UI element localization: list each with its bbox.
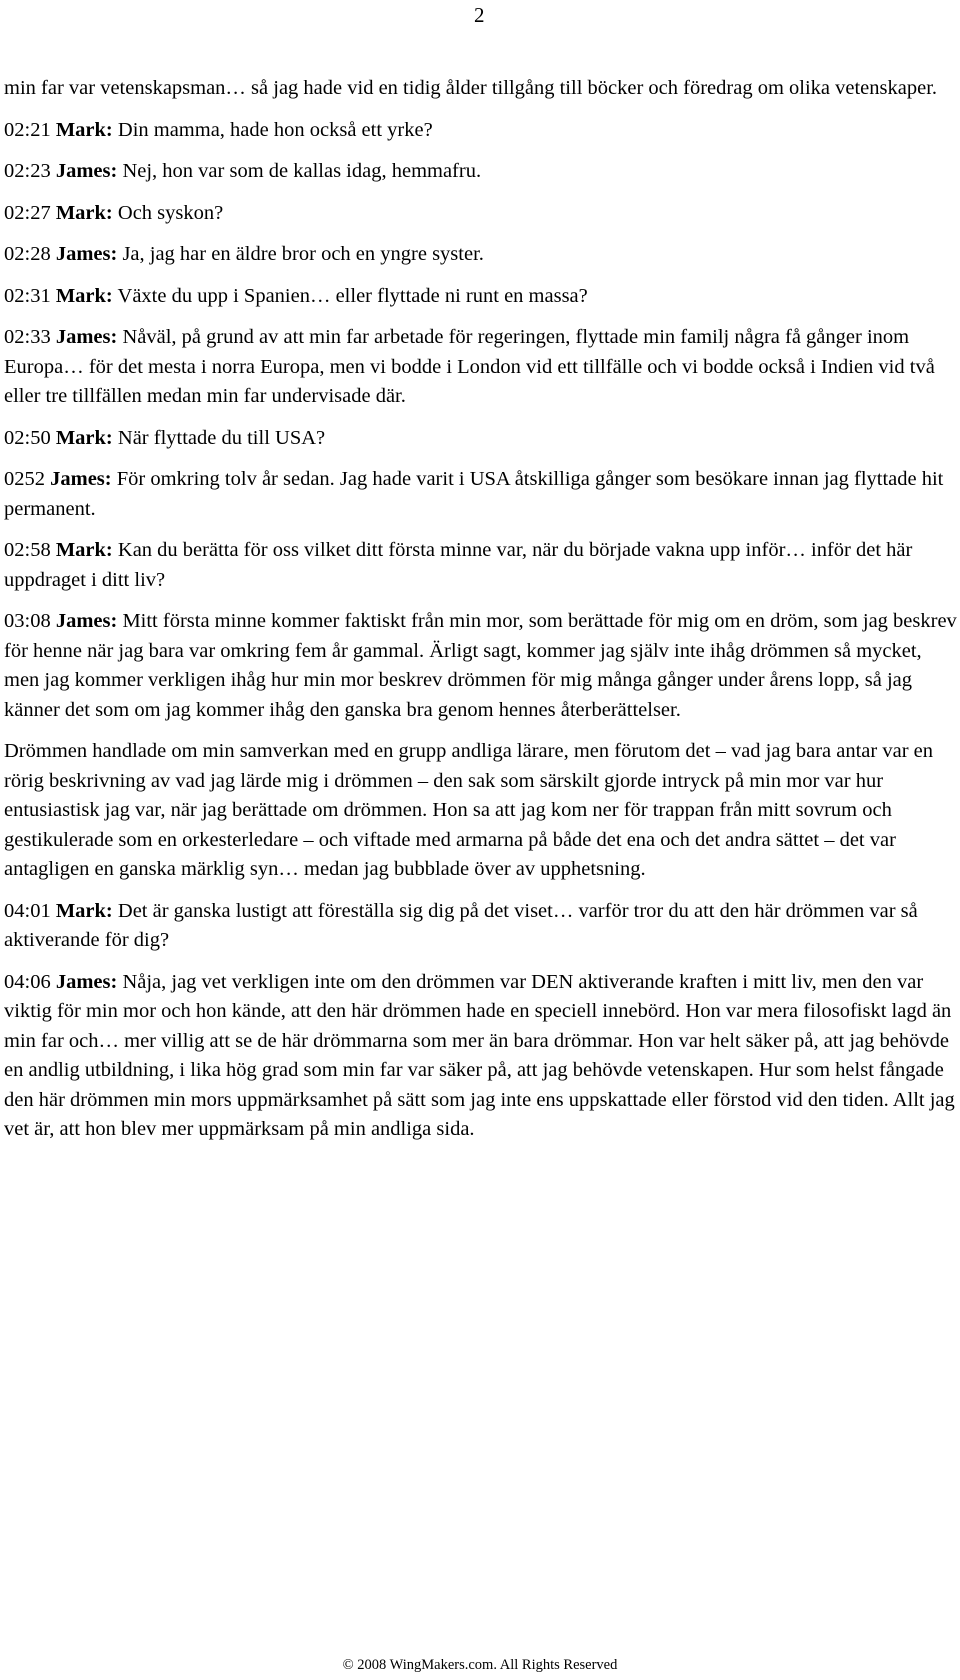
transcript-body — [4, 74, 958, 1157]
speaker-name: Mark: — [55, 118, 113, 141]
timestamp: 02:58 — [4, 539, 56, 561]
paragraph-text: Växte du upp i Spanien… eller flyttade ni runt en massa? — [112, 284, 588, 307]
timestamp: 02:28 — [4, 243, 56, 265]
transcript-paragraph — [4, 74, 958, 104]
transcript-paragraph — [4, 157, 958, 187]
speaker-name: James: — [55, 970, 118, 993]
speaker-name: Mark: — [55, 284, 113, 307]
speaker-name: James: — [55, 243, 118, 265]
transcript-paragraph — [4, 240, 958, 270]
transcript-paragraph — [4, 282, 958, 312]
speaker-name: James: — [55, 326, 118, 348]
timestamp: 02:31 — [4, 284, 56, 307]
paragraph-text: Det är ganska lustigt att föreställa sig dig på det viset… varför tror du att den här drömmen var så aktiverande för dig? — [4, 899, 918, 951]
transcript-paragraph — [4, 968, 958, 1145]
paragraph-text: Drömmen handlade om min samverkan med en grupp andliga lärare, men förutom det – vad jag bara antar var en rörig beskrivning av vad jag lärde mig i drömmen – den sak som särskilt gjorde intryck på min mor var hur entusiastisk jag var, när jag berättade om drömmen. Hon sa att jag kom ner för trappan från mitt sovrum och gestikulerade som en orkesterledare – och viftade med armarna på både det ena och det andra sättet – det var antagligen en ganska märklig syn… medan jag bubblade över av upphetsning. — [4, 740, 933, 880]
timestamp: 02:27 — [4, 201, 56, 224]
paragraph-text: För omkring tolv år sedan. Jag hade varit i USA åtskilliga gånger som besökare innan jag flyttade hit permanent. — [4, 468, 944, 520]
paragraph-text: Och syskon? — [112, 201, 224, 224]
paragraph-text: Mitt första minne kommer faktiskt från min mor, som berättade för mig om en dröm, som jag beskrev för henne när jag bara var omkring fem år gammal. Ärligt sagt, kommer jag själv inte ihåg drömmen så mycket, men jag kommer verkligen ihåg hur min mor beskrev drömmen för mig många gånger under årens lopp, så jag känner det som om jag kommer ihåg den ganska bra genom hennes återberättelser. — [4, 610, 957, 721]
transcript-paragraph — [4, 897, 958, 956]
paragraph-text: Nåväl, på grund av att min far arbetade för regeringen, flyttade min familj några få gånger inom Europa… för det mesta i norra Europa, men vi bodde i London vid ett tillfälle och vi bodde också i Indien vid två eller tre tillfällen medan min far undervisade där. — [4, 326, 935, 407]
speaker-name: James: — [50, 468, 112, 490]
speaker-name: James: — [55, 610, 118, 632]
transcript-paragraph — [4, 465, 958, 524]
paragraph-text: min far var vetenskapsman… så jag hade vid en tidig ålder tillgång till böcker och föredrag om olika vetenskaper. — [4, 77, 938, 99]
timestamp: 0252 — [4, 468, 51, 490]
paragraph-text: Nåja, jag vet verkligen inte om den drömmen var DEN aktiverande kraften i mitt liv, men den var viktig för min mor och hon kände, att den här drömmen hade en speciell innebörd. Hon var mera filosofiskt lagd än min far och… mer villig att se de här drömmarna som mer än bara drömmar. Hon var helt säker på, att jag behövde en andlig utbildning, i lika hög grad som min far var säker på, att jag behövde vetenskapen. Hur som helst fångade den här drömmen min mors uppmärksamhet på sätt som jag inte ens uppskattade eller förstod vid den tiden. Allt jag vet är, att hon blev mer uppmärksam på min andliga sida. — [4, 970, 955, 1140]
timestamp: 04:06 — [4, 970, 56, 993]
transcript-paragraph — [4, 737, 958, 885]
speaker-name: Mark: — [55, 539, 113, 561]
paragraph-text: Nej, hon var som de kallas idag, hemmafru. — [117, 160, 482, 182]
speaker-name: Mark: — [55, 426, 113, 449]
transcript-paragraph — [4, 536, 958, 595]
copyright-footer: © 2008 WingMakers.com. All Rights Reserved — [342, 1657, 618, 1673]
transcript-paragraph — [4, 116, 958, 146]
page-number: 2 — [474, 3, 485, 27]
speaker-name: Mark: — [55, 201, 113, 224]
timestamp: 03:08 — [4, 610, 56, 632]
timestamp: 02:23 — [4, 160, 56, 182]
speaker-name: James: — [55, 160, 118, 182]
paragraph-text: När flyttade du till USA? — [112, 426, 326, 449]
paragraph-text: Din mamma, hade hon också ett yrke? — [112, 118, 433, 141]
transcript-paragraph — [4, 199, 958, 229]
transcript-paragraph — [4, 424, 958, 454]
transcript-paragraph — [4, 607, 958, 725]
timestamp: 04:01 — [4, 899, 56, 922]
speaker-name: Mark: — [55, 899, 113, 922]
timestamp: 02:33 — [4, 326, 56, 348]
transcript-paragraph — [4, 323, 958, 412]
paragraph-text: Kan du berätta för oss vilket ditt första minne var, när du började vakna upp inför… inför det här uppdraget i ditt liv? — [4, 539, 913, 591]
timestamp: 02:21 — [4, 118, 56, 141]
paragraph-text: Ja, jag har en äldre bror och en yngre syster. — [117, 243, 484, 265]
timestamp: 02:50 — [4, 426, 56, 449]
